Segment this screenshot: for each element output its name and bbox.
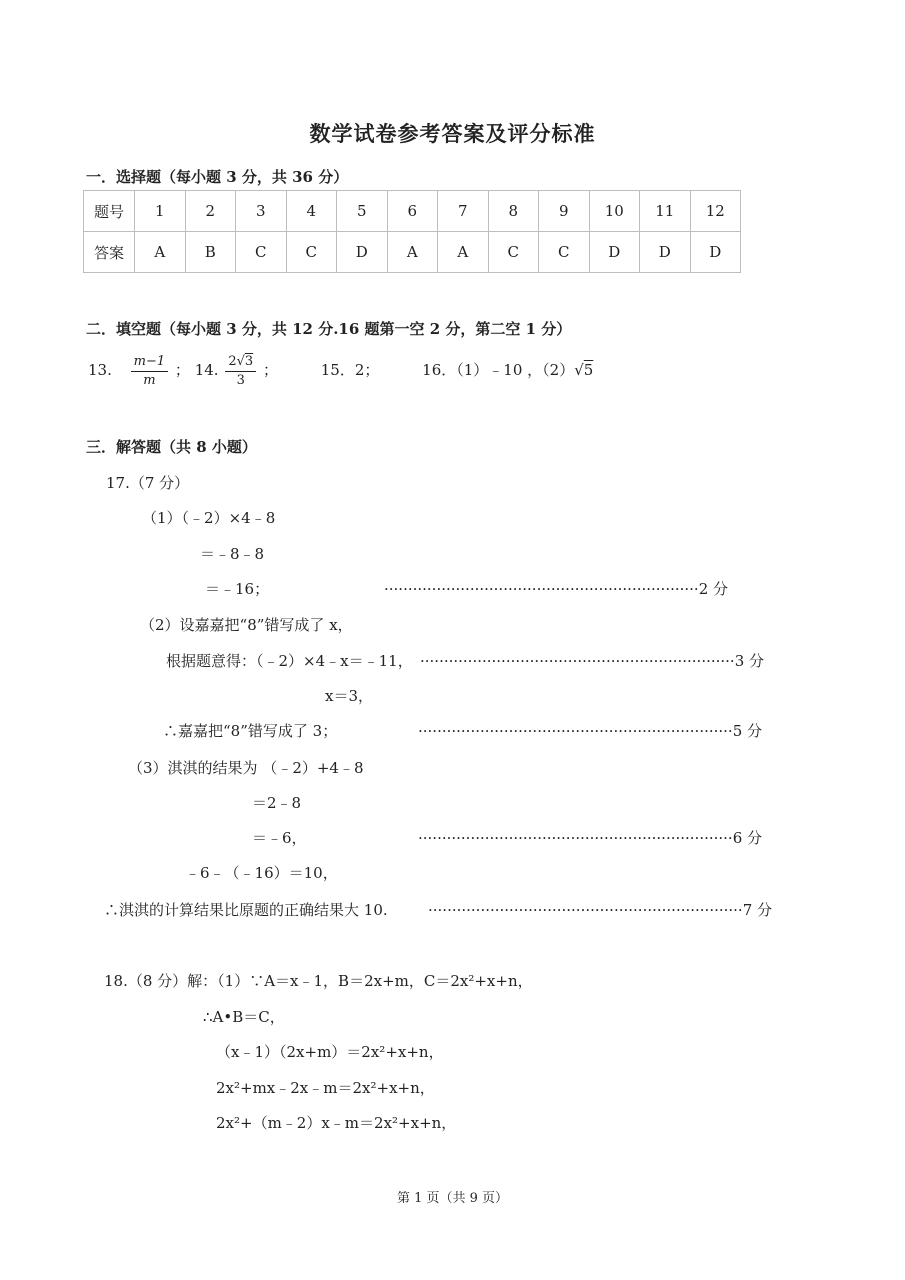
question-number: 7 — [438, 191, 489, 232]
q14-numerator-prefix: 2√ — [228, 353, 245, 369]
q16-radicand: 5 — [583, 361, 594, 379]
q17-part3-line2: ＝2﹣8 — [252, 794, 302, 812]
q17-part2-line4: ∴嘉嘉把“8”错写成了 3； — [163, 722, 338, 740]
question-number: 1 — [135, 191, 186, 232]
q14-label: ； 14. — [174, 361, 219, 379]
answer-cell: D — [337, 232, 388, 273]
q17-part3-line4: ﹣6﹣（﹣16）＝10， — [185, 864, 338, 882]
q17-heading: 17.（7 分） — [106, 474, 190, 492]
question-number: 10 — [589, 191, 640, 232]
section3-heading: 三．解答题（共 8 小题） — [86, 438, 257, 456]
q13-denominator: m — [143, 372, 156, 388]
table-row — [84, 232, 741, 273]
q14-numerator — [225, 353, 256, 372]
question-number: 8 — [488, 191, 539, 232]
question-number: 9 — [539, 191, 590, 232]
table-row — [84, 191, 741, 232]
q14-denominator: 3 — [236, 372, 245, 388]
question-number: 2 — [185, 191, 236, 232]
q13-numerator: m−1 — [131, 353, 169, 372]
page-title: 数学试卷参考答案及评分标准 — [309, 121, 596, 146]
row-label-answer: 答案 — [84, 232, 135, 273]
answer-cell: D — [589, 232, 640, 273]
question-number: 4 — [286, 191, 337, 232]
section1-heading: 一．选择题（每小题 3 分，共 36 分） — [86, 168, 349, 186]
q17-part2-line2: 根据题意得：（﹣2）×4﹣x＝﹣11， — [166, 652, 413, 670]
answer-table — [83, 190, 741, 273]
q17-part1-line3: ＝﹣16； — [205, 580, 270, 598]
q17-part2-line1: （2）设嘉嘉把“8”错写成了 x， — [140, 616, 353, 634]
answer-cell: C — [488, 232, 539, 273]
row-label-number: 题号 — [84, 191, 135, 232]
q18-line2: ∴A•B＝C， — [203, 1008, 285, 1026]
q17-part3-line5: ∴淇淇的计算结果比原题的正确结果大 10. — [104, 901, 388, 919]
q17-part3-line3: ＝﹣6， — [252, 829, 307, 847]
q18-line3: （x﹣1）（2x+m）＝2x²+x+n， — [216, 1043, 444, 1061]
score-marker: ··································································5 分 — [418, 722, 763, 740]
question-number: 5 — [337, 191, 388, 232]
q14-tail: ； — [262, 361, 278, 379]
score-marker: ··································································2 分 — [384, 580, 729, 598]
q15-answer: 15．2； — [320, 361, 380, 379]
q13-label: 13. — [88, 361, 112, 379]
answer-cell: B — [185, 232, 236, 273]
q16-answer: 16．（1）﹣10 ，（2）√ — [422, 361, 584, 379]
answer-cell: C — [286, 232, 337, 273]
q14-fraction — [225, 353, 256, 390]
question-number: 3 — [236, 191, 287, 232]
score-marker: ··································································3 分 — [420, 652, 765, 670]
q17-part1-line2: ＝﹣8﹣8 — [200, 545, 265, 563]
answer-cell: A — [135, 232, 186, 273]
q17-part3-line1: （3）淇淇的结果为 （﹣2）+4﹣8 — [128, 759, 364, 777]
answer-cell: A — [387, 232, 438, 273]
answer-cell: C — [236, 232, 287, 273]
fill-in-answers — [88, 350, 593, 390]
q17-part2-line3: x＝3， — [325, 687, 374, 705]
q17-part1-line1: （1）（﹣2）×4﹣8 — [142, 509, 276, 527]
answer-cell: D — [690, 232, 741, 273]
score-marker: ··································································6 分 — [418, 829, 763, 847]
q13-fraction — [131, 353, 169, 390]
answer-cell: C — [539, 232, 590, 273]
question-number: 12 — [690, 191, 741, 232]
question-number: 6 — [387, 191, 438, 232]
q18-line5: 2x²+（m﹣2）x﹣m＝2x²+x+n， — [216, 1114, 457, 1132]
q18-line1: 18.（8 分）解：（1）∵A＝x﹣1，B＝2x+m，C＝2x²+x+n， — [104, 972, 533, 990]
section2-heading: 二．填空题（每小题 3 分，共 12 分.16 题第一空 2 分，第二空 1 分） — [86, 320, 572, 338]
answer-cell: D — [640, 232, 691, 273]
page-footer: 第 1 页（共 9 页） — [396, 1191, 509, 1206]
answer-cell: A — [438, 232, 489, 273]
q18-line4: 2x²+mx﹣2x﹣m＝2x²+x+n， — [216, 1079, 435, 1097]
question-number: 11 — [640, 191, 691, 232]
q14-numerator-radicand: 3 — [244, 353, 254, 369]
score-marker: ··································································7 分 — [428, 901, 773, 919]
